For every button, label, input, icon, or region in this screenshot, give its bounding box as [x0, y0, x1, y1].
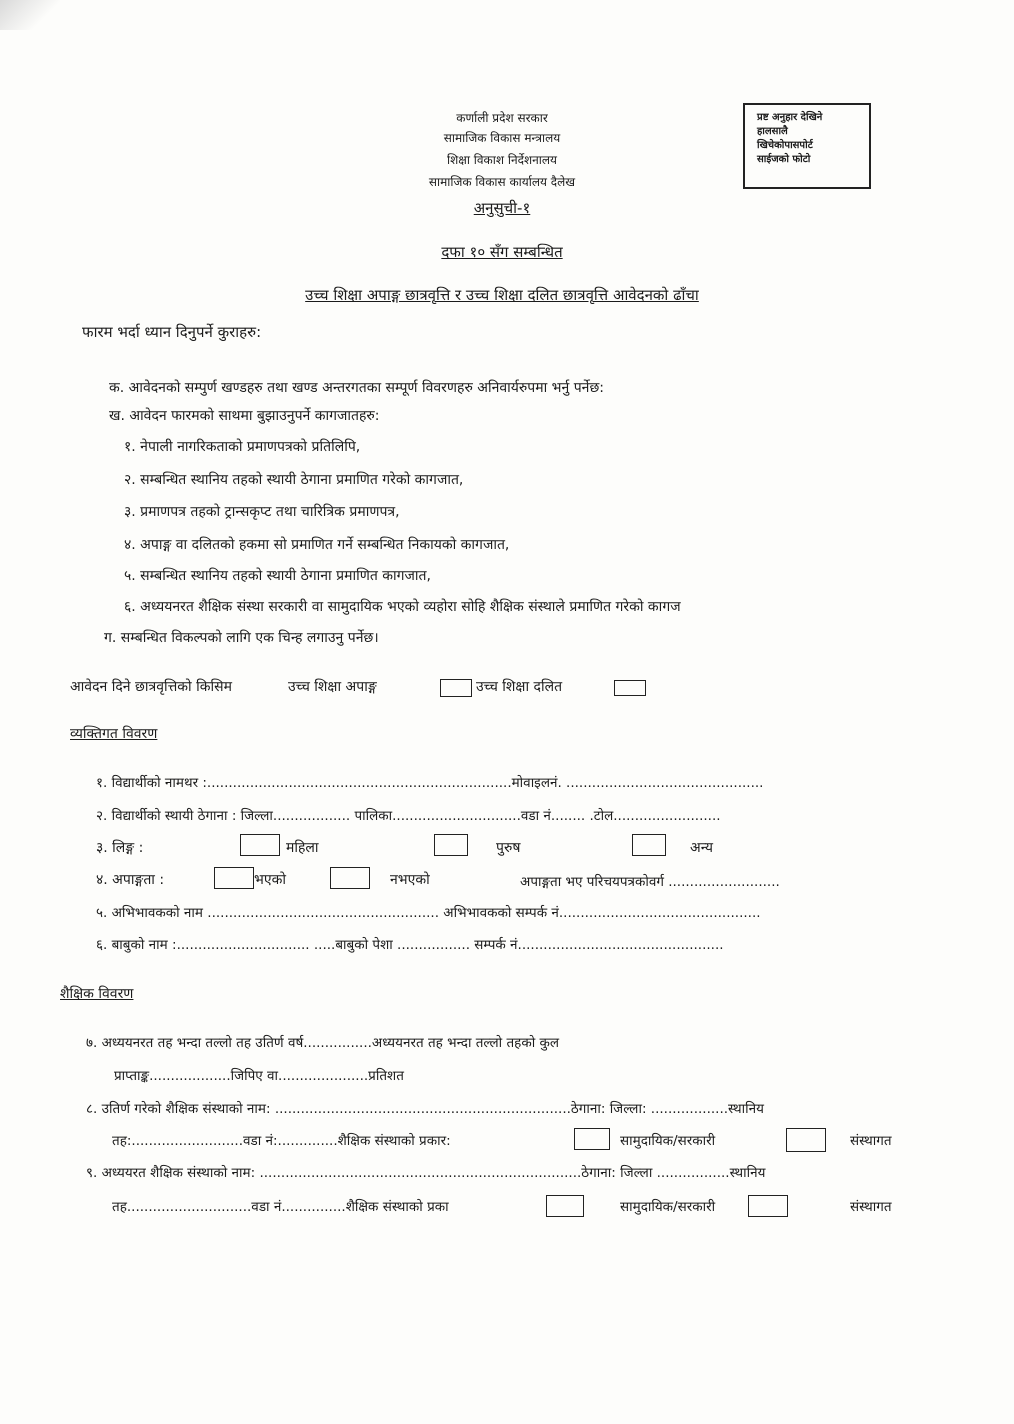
header-province: कर्णाली प्रदेश सरकार [456, 111, 548, 125]
document-item: ४. अपाङ्ग वा दलितको हकमा सो प्रमाणित गर्ने सम्बन्धित निकायको कागजात, [124, 537, 510, 553]
passed-institutional-label: संस्थागत [850, 1133, 892, 1149]
disability-class-field[interactable]: अपाङ्गता भए परिचयपत्रकोवर्ग .......................... [520, 874, 780, 890]
passed-institution-row[interactable]: ८. उतिर्ण गरेको शैक्षिक संस्थाको नाम: .....................................................................ठेगाना: जिल्ला: ..................स्थानिय [86, 1101, 764, 1117]
gender-female-label: महिला [286, 840, 319, 856]
academic-details-heading: शैक्षिक विवरण [60, 986, 134, 1002]
checkbox-dalit-scholarship[interactable] [614, 680, 646, 696]
photo-box-line: हालसालै [757, 126, 788, 137]
instructions-heading: फारम भर्दा ध्यान दिनुपर्ने कुराहरु: [82, 323, 262, 341]
instruction-ka: क. आवेदनको सम्पुर्ण खण्डहरु तथा खण्ड अन्तरगतका सम्पूर्ण विवरणहरु अनिवार्यरुपमा भर्नु पर्नेछ: [109, 380, 604, 396]
form-title: उच्च शिक्षा अपाङ्ग छात्रवृत्ति र उच्च शिक्षा दलित छात्रवृत्ति आवेदनको ढाँचा [305, 286, 699, 304]
checkbox-female[interactable] [240, 834, 280, 856]
scholarship-type-label: आवेदन दिने छात्रवृत्तिको किसिम [70, 679, 232, 695]
passed-institution-level-row[interactable]: तह:..........................वडा नं:..............शैक्षिक संस्थाको प्रकार: [112, 1133, 451, 1149]
checkbox-male[interactable] [434, 834, 468, 856]
document-item: ६. अध्ययनरत शैक्षिक संस्था सरकारी वा सामुदायिक भएको व्यहोरा सोहि शैक्षिक संस्थाले प्रमाणित गरेको कागज [124, 599, 681, 615]
header-ministry: सामाजिक विकास मन्त्रालय [443, 131, 561, 145]
previous-level-row[interactable]: ७. अध्ययनरत तह भन्दा तल्लो तह उतिर्ण वर्ष................अध्ययनरत तह भन्दा तल्लो तहको कुल [86, 1035, 560, 1051]
checkbox-disabled-scholarship[interactable] [440, 679, 472, 697]
instruction-ga: ग. सम्बन्धित विकल्पको लागि एक चिन्ह लगाउनु पर्नेछ। [104, 630, 379, 646]
checkbox-passed-community[interactable] [574, 1128, 610, 1150]
photo-box [743, 103, 871, 189]
current-institution-row[interactable]: ९. अध्ययरत शैक्षिक संस्थाको नाम: ...........................................................................ठेगाना: जिल्ला .................स्थानिय [86, 1165, 766, 1181]
scholarship-option-dalit: उच्च शिक्षा दलित [476, 679, 563, 695]
disability-no-label: नभएको [390, 872, 430, 888]
gender-label: ३. लिङ्ग : [96, 840, 144, 856]
current-institutional-label: संस्थागत [850, 1199, 892, 1215]
passed-community-label: सामुदायिक/सरकारी [620, 1133, 716, 1149]
disability-yes-label: भएको [254, 872, 286, 888]
checkbox-disability-yes[interactable] [214, 867, 254, 889]
checkbox-disability-no[interactable] [330, 867, 370, 889]
checkbox-current-community[interactable] [546, 1195, 584, 1217]
gender-other-label: अन्य [690, 840, 713, 856]
father-row[interactable]: ६. बाबुको नाम :............................... .....बाबुको पेशा ................. सम्पर्क नं................................................ [96, 937, 724, 953]
document-item: ५. सम्बन्धित स्थानिय तहको स्थायी ठेगाना प्रमाणित कागजात, [124, 568, 431, 584]
checkbox-other[interactable] [632, 834, 666, 856]
disability-label: ४. अपाङ्गता : [96, 872, 165, 888]
photo-box-line: खिचेकोपासपोर्ट [757, 140, 813, 151]
student-name-row[interactable]: १. विद्यार्थीको नामथर :.......................................................................मोवाइलनं. .............................................. [96, 775, 764, 791]
personal-details-heading: व्यक्तिगत विवरण [70, 726, 158, 742]
checkbox-passed-institutional[interactable] [786, 1128, 826, 1152]
document-item: ३. प्रमाणपत्र तहको ट्रान्सकृप्ट तथा चारित्रिक प्रमाणपत्र, [124, 504, 400, 520]
student-address-row[interactable]: २. विद्यार्थीको स्थायी ठेगाना : जिल्ला.................. पालिका..............................वडा नं........ .टोल......................... [96, 808, 721, 824]
schedule-title: अनुसुची-१ [473, 199, 531, 217]
photo-box-line: साईजको फोटो [757, 154, 811, 165]
scholarship-option-disabled: उच्च शिक्षा अपाङ्ग [288, 679, 377, 695]
header-office: सामाजिक विकास कार्यालय दैलेख [428, 175, 576, 189]
current-community-label: सामुदायिक/सरकारी [620, 1199, 716, 1215]
document-item: १. नेपाली नागरिकताको प्रमाणपत्रको प्रतिलिपि, [124, 439, 361, 455]
header-directorate: शिक्षा विकाश निर्देशनालय [446, 153, 558, 167]
instruction-kha: ख. आवेदन फारमको साथमा बुझाउनुपर्ने कागजातहरु: [109, 408, 380, 424]
photo-box-line: प्रष्ट अनुहार देखिने [757, 112, 823, 123]
section-reference: दफा १० सँग सम्बन्धित [441, 243, 563, 261]
current-institution-level-row[interactable]: तह.............................वडा नं...............शैक्षिक संस्थाको प्रका [112, 1199, 449, 1215]
scan-edge-shadow [0, 0, 60, 30]
previous-score-row[interactable]: प्राप्ताङ्क...................जिपिए वा.....................प्रतिशत [114, 1068, 404, 1084]
guardian-row[interactable]: ५. अभिभावकको नाम ...................................................... अभिभावकको सम्पर्क नं............................................... [96, 905, 761, 921]
document-item: २. सम्बन्धित स्थानिय तहको स्थायी ठेगाना प्रमाणित गरेको कागजात, [124, 472, 464, 488]
gender-male-label: पुरुष [496, 840, 521, 856]
checkbox-current-institutional[interactable] [748, 1195, 788, 1217]
